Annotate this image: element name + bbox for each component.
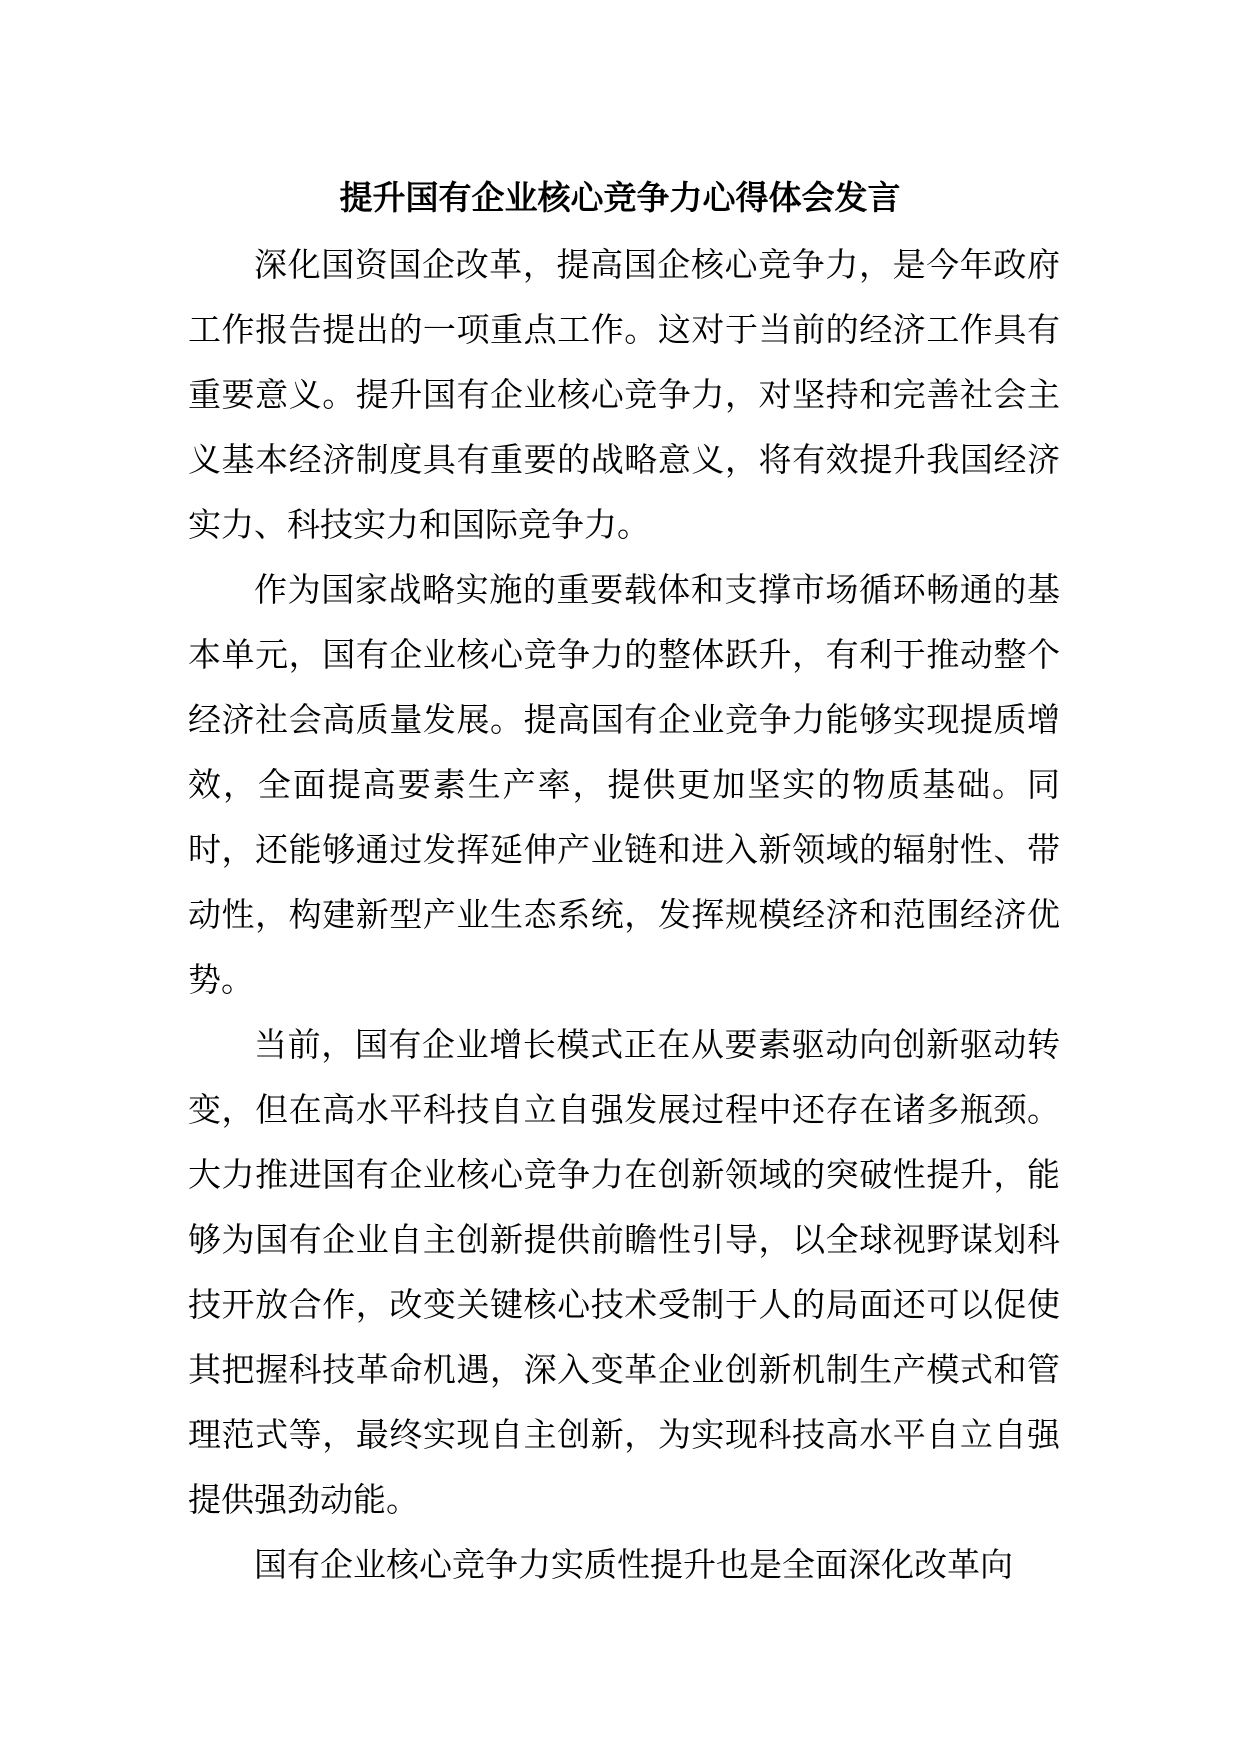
body-paragraph: 国有企业核心竞争力实质性提升也是全面深化改革向 <box>254 1545 1013 1584</box>
body-paragraph: 深化国资国企改革，提高国企核心竞争力，是今年政府工作报告提出的一项重点工作。这对于当前的经济工作具有重要意义。提升国有企业核心竞争力，对坚持和完善社会主义基本经济制度具有重要的战略意义，将有效提升我国经济实力、科技实力和国际竞争力。 <box>188 245 1060 544</box>
document-title: 提升国有企业核心竞争力心得体会发言 <box>339 178 901 217</box>
body-paragraph: 作为国家战略实施的重要载体和支撑市场循环畅通的基本单元，国有企业核心竞争力的整体跃升，有利于推动整个经济社会高质量发展。提高国有企业竞争力能够实现提质增效，全面提高要素生产率，提供更加坚实的物质基础。同时，还能够通过发挥延伸产业链和进入新领域的辐射性、带动性，构建新型产业生态系统，发挥规模经济和范围经济优势。 <box>188 570 1060 999</box>
document-body <box>188 232 1060 1597</box>
body-paragraph: 当前，国有企业增长模式正在从要素驱动向创新驱动转变，但在高水平科技自立自强发展过程中还存在诸多瓶颈。大力推进国有企业核心竞争力在创新领域的突破性提升，能够为国有企业自主创新提供前瞻性引导，以全球视野谋划科技开放合作，改变关键核心技术受制于人的局面还可以促使其把握科技革命机遇，深入变革企业创新机制生产模式和管理范式等，最终实现自主创新，为实现科技高水平自立自强提供强劲动能。 <box>188 1025 1060 1519</box>
